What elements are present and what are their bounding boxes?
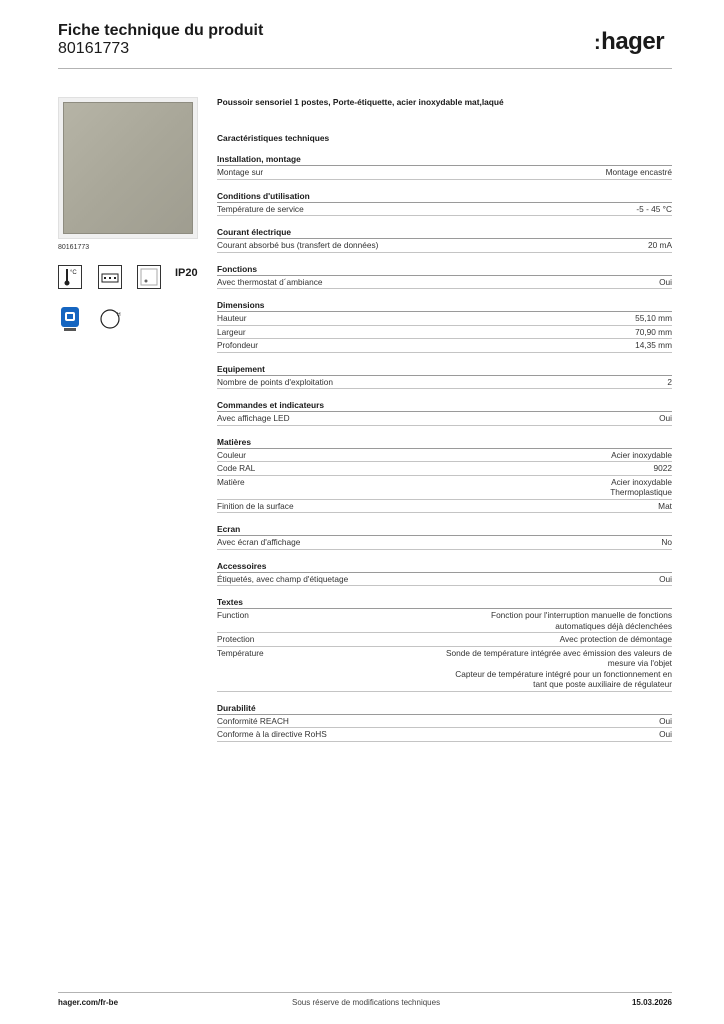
spec-label: Profondeur <box>217 340 259 350</box>
spec-sections <box>217 154 672 742</box>
spec-value: Oui <box>659 276 672 287</box>
spec-section <box>217 561 672 587</box>
spec-value: -5 - 45 °C <box>636 203 672 214</box>
knx-icon <box>58 305 82 333</box>
footer-divider <box>58 992 672 993</box>
spec-section <box>217 524 672 550</box>
spec-label: Matière <box>217 476 245 487</box>
spec-row <box>217 376 672 390</box>
spec-value: Fonction pour l'interruption manuelle de fonctions automatiques déjà déclenchées <box>491 610 672 631</box>
spec-value: Sonde de température intégrée avec émission des valeurs de mesure via l'objet Capteur de température intégré pour un fonctionnement en tant que poste auxiliaire de régulateur <box>446 647 672 689</box>
spec-value: Montage encastré <box>605 167 672 177</box>
spec-value: No <box>661 537 672 547</box>
spec-section <box>217 597 672 692</box>
spec-value: Oui <box>659 715 672 726</box>
spec-section <box>217 364 672 390</box>
section-title: Fonctions <box>217 264 672 276</box>
spec-section <box>217 154 672 180</box>
logo-text: hager <box>601 28 665 55</box>
header-divider <box>58 68 672 69</box>
spec-value: Mat <box>658 500 672 511</box>
spec-row <box>217 573 672 587</box>
section-title: Courant électrique <box>217 227 672 239</box>
page-title: Fiche technique du produit <box>58 22 264 39</box>
spec-label: Étiquetés, avec champ d'étiquetage <box>217 573 349 584</box>
section-title: Commandes et indicateurs <box>217 400 672 412</box>
spec-row <box>217 609 672 633</box>
spec-row <box>217 412 672 426</box>
product-image <box>58 97 198 239</box>
spec-value: Avec protection de démontage <box>559 634 672 644</box>
spec-label: Code RAL <box>217 463 256 473</box>
section-title: Textes <box>217 597 672 609</box>
section-title: Equipement <box>217 364 672 376</box>
spec-row <box>217 326 672 340</box>
spec-row <box>217 476 672 500</box>
spec-row <box>217 715 672 729</box>
spec-row <box>217 166 672 180</box>
spec-row <box>217 462 672 476</box>
temperature-icon <box>58 265 82 289</box>
section-title: Accessoires <box>217 561 672 573</box>
section-title: Ecran <box>217 524 672 536</box>
spec-section <box>217 703 672 742</box>
ip20-label: IP20 <box>175 267 198 279</box>
spec-value: 20 mA <box>648 240 672 250</box>
spec-label: Largeur <box>217 326 246 337</box>
spec-label: Avec écran d'affichage <box>217 537 301 547</box>
sensor-button-icon <box>137 265 161 289</box>
spec-section <box>217 191 672 217</box>
spec-label: Couleur <box>217 449 247 460</box>
footer-disclaimer: Sous réserve de modifications techniques <box>292 998 441 1007</box>
spec-label: Protection <box>217 634 255 644</box>
spec-row <box>217 728 672 742</box>
section-title: Matières <box>217 437 672 449</box>
specs-title: Caractéristiques techniques <box>217 133 330 143</box>
spec-value: 55,10 mm <box>635 313 672 323</box>
spec-label: Courant absorbé bus (transfert de données) <box>217 240 379 250</box>
spec-content <box>217 97 672 753</box>
spec-section <box>217 400 672 426</box>
spec-section <box>217 300 672 353</box>
spec-row <box>217 276 672 290</box>
spec-label: Température <box>217 647 264 658</box>
spec-row <box>217 339 672 353</box>
footer-date: 15.03.2026 <box>631 998 672 1007</box>
spec-value: Oui <box>659 573 672 584</box>
section-title: Durabilité <box>217 703 672 715</box>
product-name: Poussoir sensoriel 1 postes, Porte-étiquette, acier inoxydable mat,laqué <box>217 97 504 107</box>
spec-row <box>217 203 672 217</box>
spec-label: Function <box>217 610 249 620</box>
spec-row <box>217 647 672 692</box>
spec-row <box>217 239 672 253</box>
spec-value: 2 <box>667 376 672 387</box>
spec-label: Température de service <box>217 203 304 214</box>
hager-logo[interactable] <box>594 28 664 56</box>
spec-value: 9022 <box>653 463 672 473</box>
spec-row <box>217 500 672 514</box>
spec-label: Finition de la surface <box>217 500 294 511</box>
spec-label: Nombre de points d'exploitation <box>217 376 333 387</box>
spec-value: Oui <box>659 413 672 423</box>
section-title: Dimensions <box>217 300 672 312</box>
thermostat-icon <box>98 306 124 337</box>
product-plate <box>63 102 193 234</box>
spec-value: Acier inoxydable <box>611 449 672 460</box>
svg-text:°C: °C <box>70 270 77 276</box>
spec-section <box>217 227 672 253</box>
spec-row <box>217 312 672 326</box>
product-image-ref: 80161773 <box>58 244 90 251</box>
led-display-icon <box>98 265 122 289</box>
spec-label: Avec thermostat d´ambiance <box>217 276 323 287</box>
section-title: Conditions d'utilisation <box>217 191 672 203</box>
spec-section <box>217 437 672 514</box>
spec-label: Avec affichage LED <box>217 413 290 423</box>
spec-label: Conforme à la directive RoHS <box>217 729 327 739</box>
footer-website-link[interactable]: hager.com/fr-be <box>58 998 119 1007</box>
spec-value: Acier inoxydable Thermoplastique <box>610 476 672 497</box>
logo-dots: : <box>594 32 601 54</box>
spec-row <box>217 449 672 463</box>
spec-row <box>217 633 672 647</box>
section-title: Installation, montage <box>217 154 672 166</box>
spec-label: Montage sur <box>217 167 264 177</box>
spec-label: Conformité REACH <box>217 715 289 726</box>
spec-label: Hauteur <box>217 313 247 323</box>
spec-row <box>217 536 672 550</box>
spec-value: Oui <box>659 729 672 739</box>
product-reference: 80161773 <box>58 40 130 57</box>
spec-value: 14,35 mm <box>635 340 672 350</box>
spec-value: 70,90 mm <box>635 326 672 337</box>
spec-section <box>217 264 672 290</box>
svg-text:H: H <box>117 312 121 318</box>
